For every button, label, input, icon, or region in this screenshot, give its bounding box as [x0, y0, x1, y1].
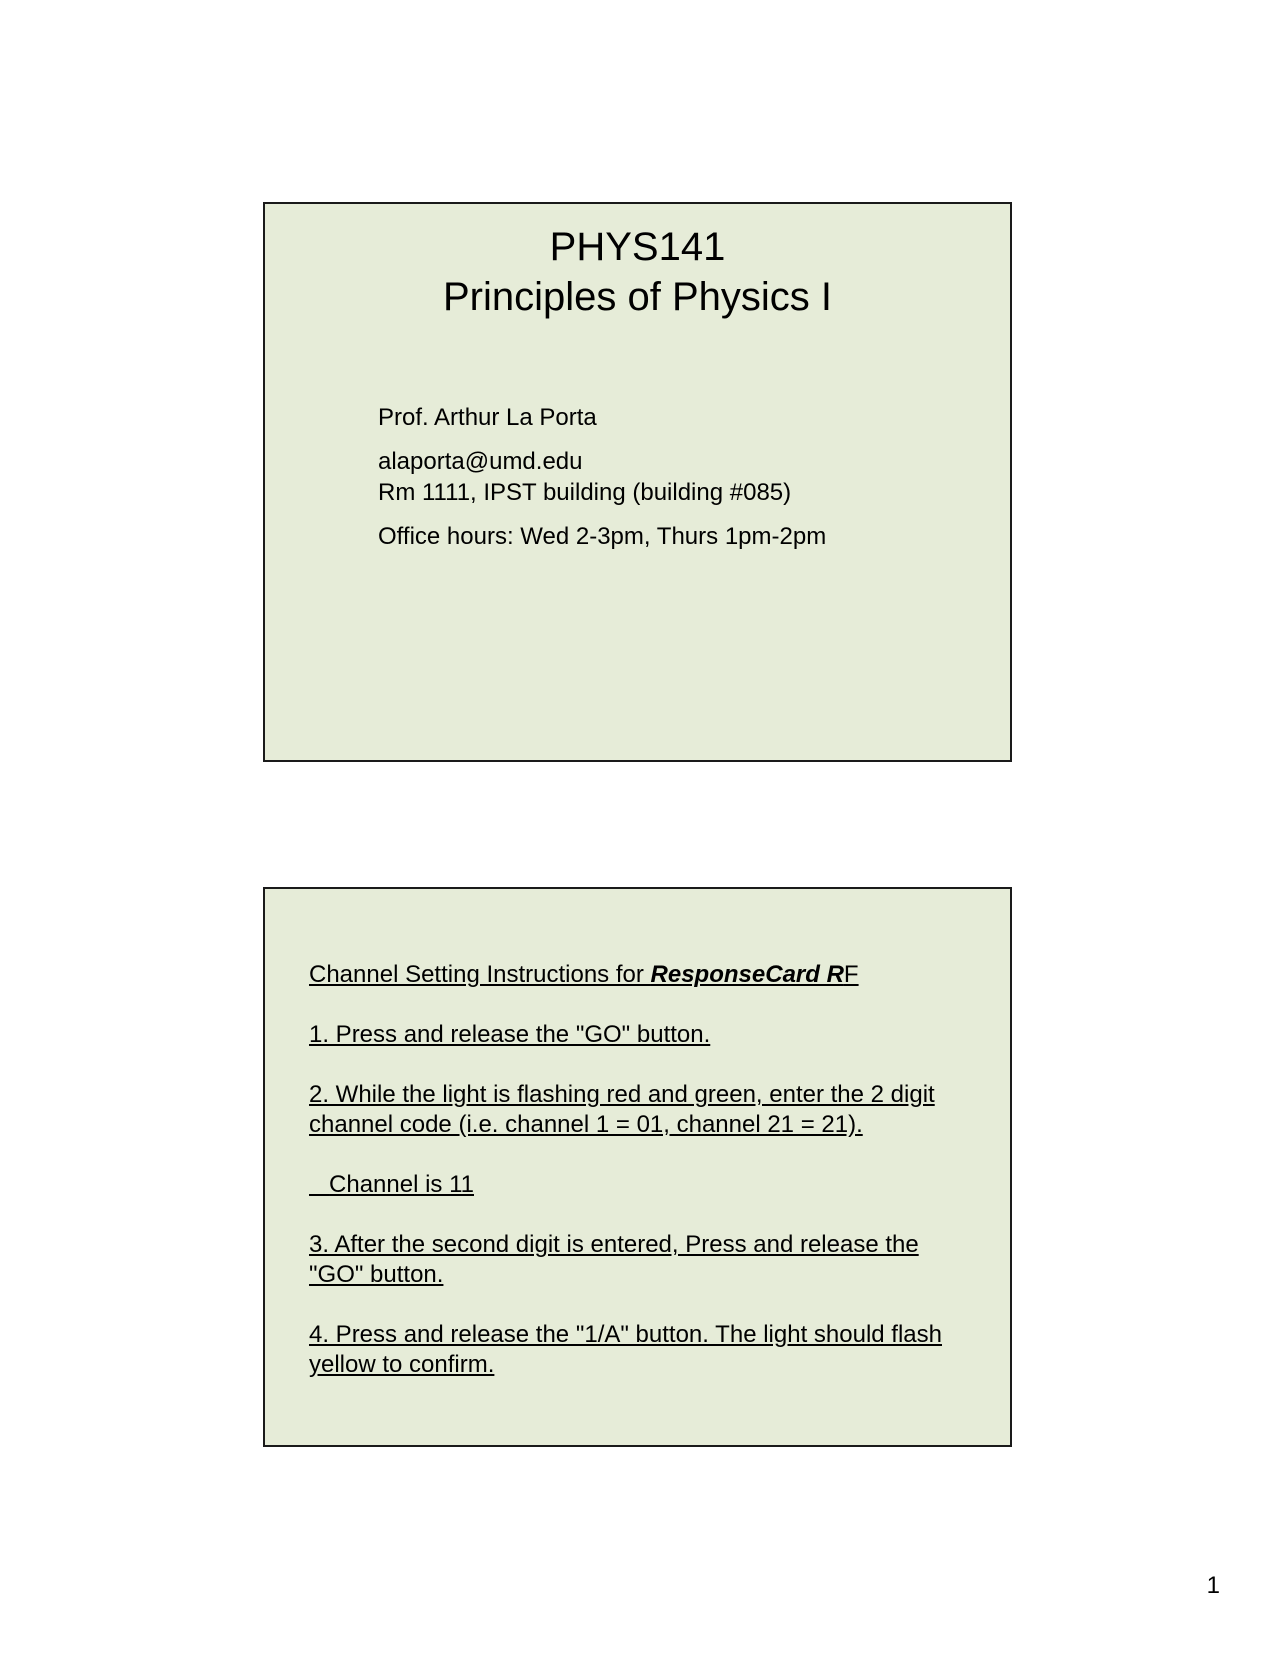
slide-title: [265, 222, 1010, 322]
instructor-info: [378, 402, 826, 552]
step-3: 3. After the second digit is entered, Press and release the "GO" button.: [309, 1231, 919, 1288]
instructions-heading: [309, 960, 979, 990]
heading-suffix: F: [843, 961, 859, 988]
professor-email: alaporta@umd.edu: [378, 448, 583, 475]
channel-note-text: Channel is 11: [329, 1171, 474, 1198]
slide-course-info: [263, 202, 1012, 762]
step-2: 2. While the light is flashing red and green, enter the 2 digit channel code (i.e. channel 1 = 01, channel 21 = 21).: [309, 1081, 935, 1138]
instructions-body: [309, 960, 979, 1410]
heading-product: ResponseCard R: [650, 961, 844, 988]
step-4: 4. Press and release the "1/A" button. The light should flash yellow to confirm.: [309, 1321, 942, 1378]
office-hours: Office hours: Wed 2-3pm, Thurs 1pm-2pm: [378, 523, 827, 550]
slide-channel-instructions: [263, 887, 1012, 1447]
course-code: PHYS141: [549, 225, 726, 269]
professor-name: Prof. Arthur La Porta: [378, 404, 597, 431]
heading-prefix: Channel Setting Instructions for: [309, 961, 651, 988]
channel-note: [309, 1170, 979, 1200]
step-1: 1. Press and release the "GO" button.: [309, 1021, 711, 1048]
office-room: Rm 1111, IPST building (building #085): [378, 479, 792, 506]
page-number: 1: [1206, 1572, 1220, 1599]
course-name: Principles of Physics I: [442, 275, 833, 319]
